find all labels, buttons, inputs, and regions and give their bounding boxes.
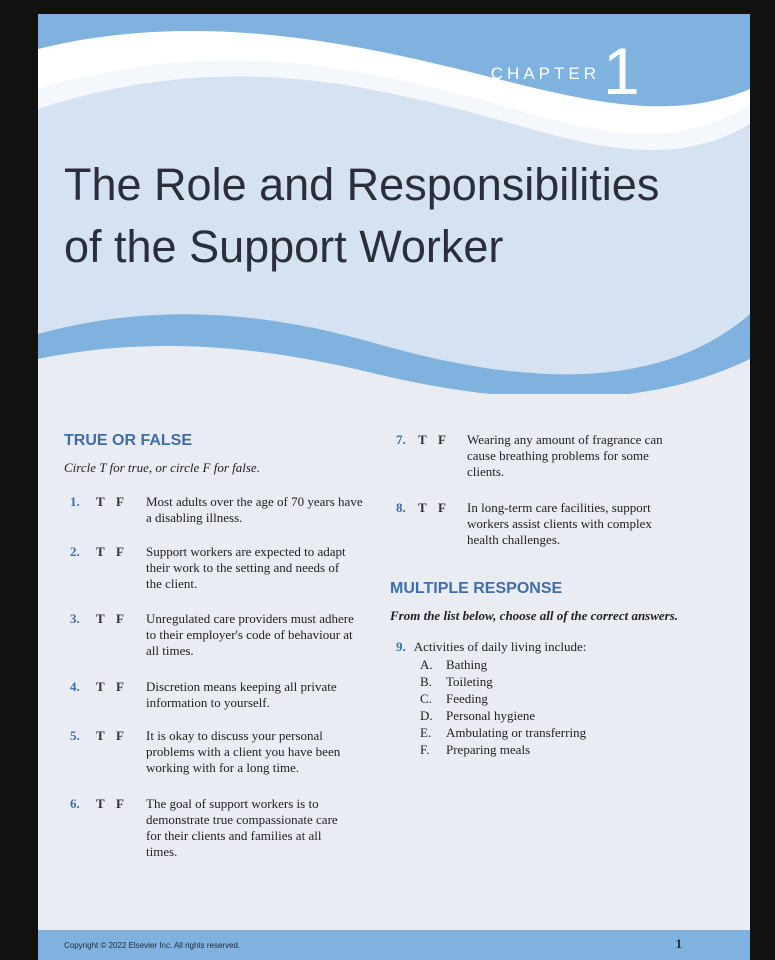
true-option[interactable]: T <box>96 494 105 509</box>
option-c[interactable] <box>420 690 586 707</box>
question-number: 7. <box>396 432 406 447</box>
title-line-2: of the Support Worker <box>64 221 504 272</box>
true-false-instruction: Circle T for true, or circle F for false. <box>64 460 260 475</box>
question-number: 8. <box>396 500 406 515</box>
page-number: 1 <box>675 936 682 951</box>
question-number: 1. <box>70 494 80 509</box>
mr-options-list <box>420 656 586 758</box>
question-number: 5. <box>70 728 80 743</box>
question-text: In long-term care facilities, support workers assist clients with complex health challenges. <box>467 500 652 547</box>
question-text: Discretion means keeping all private information to yourself. <box>146 679 337 710</box>
false-option[interactable]: F <box>438 432 446 447</box>
page-footer <box>38 930 750 960</box>
question-text: Most adults over the age of 70 years have a disabling illness. <box>146 494 363 525</box>
option-text: Personal hygiene <box>446 708 536 723</box>
option-letter: D. <box>420 708 433 723</box>
option-text: Ambulating or transferring <box>446 725 587 740</box>
true-option[interactable]: T <box>418 500 427 515</box>
document-page <box>38 14 750 960</box>
question-text: Unregulated care providers must adhere to their employer's code of behaviour at all times. <box>146 611 354 658</box>
true-false-heading: TRUE OR FALSE <box>64 432 193 449</box>
option-text: Bathing <box>446 657 488 672</box>
question-text: Wearing any amount of fragrance can cause breathing problems for some clients. <box>467 432 663 479</box>
mr-question-9 <box>396 638 586 655</box>
true-option[interactable]: T <box>96 611 105 626</box>
question-number: 4. <box>70 679 80 694</box>
option-letter: F. <box>420 742 430 757</box>
option-b[interactable] <box>420 673 586 690</box>
option-text: Preparing meals <box>446 742 531 757</box>
chapter-number: 1 <box>603 34 640 108</box>
question-number: 3. <box>70 611 80 626</box>
option-a[interactable] <box>420 656 586 673</box>
option-letter: A. <box>420 657 433 672</box>
page-title <box>64 154 744 278</box>
multiple-response-instruction: From the list below, choose all of the correct answers. <box>390 608 679 623</box>
option-text: Feeding <box>446 691 488 706</box>
false-option[interactable]: F <box>438 500 446 515</box>
option-d[interactable] <box>420 707 586 724</box>
false-option[interactable]: F <box>116 544 124 559</box>
copyright-notice: Copyright © 2022 Elsevier Inc. All rights reserved. <box>64 941 241 950</box>
chapter-label: CHAPTER <box>490 64 600 83</box>
question-number: 6. <box>70 796 80 811</box>
multiple-response-heading: MULTIPLE RESPONSE <box>390 580 563 597</box>
true-option[interactable]: T <box>96 679 105 694</box>
question-text: Activities of daily living include: <box>413 639 587 654</box>
question-number: 9. <box>396 639 406 654</box>
true-option[interactable]: T <box>418 432 427 447</box>
question-text: The goal of support workers is to demonstrate true compassionate care for their clients and families at all times. <box>146 796 338 859</box>
option-f[interactable] <box>420 741 586 758</box>
false-option[interactable]: F <box>116 494 124 509</box>
false-option[interactable]: F <box>116 796 124 811</box>
question-text: It is okay to discuss your personal problems with a client you have been working with for a long time. <box>146 728 341 775</box>
option-text: Toileting <box>446 674 493 689</box>
true-option[interactable]: T <box>96 728 105 743</box>
option-letter: E. <box>420 725 432 740</box>
true-option[interactable]: T <box>96 796 105 811</box>
question-number: 2. <box>70 544 80 559</box>
true-option[interactable]: T <box>96 544 105 559</box>
option-letter: B. <box>420 674 432 689</box>
false-option[interactable]: F <box>116 728 124 743</box>
option-letter: C. <box>420 691 432 706</box>
false-option[interactable]: F <box>116 611 124 626</box>
title-line-1: The Role and Responsibilities <box>64 159 660 210</box>
false-option[interactable]: F <box>116 679 124 694</box>
option-e[interactable] <box>420 724 586 741</box>
question-text: Support workers are expected to adapt their work to the setting and needs of the client. <box>146 544 346 591</box>
